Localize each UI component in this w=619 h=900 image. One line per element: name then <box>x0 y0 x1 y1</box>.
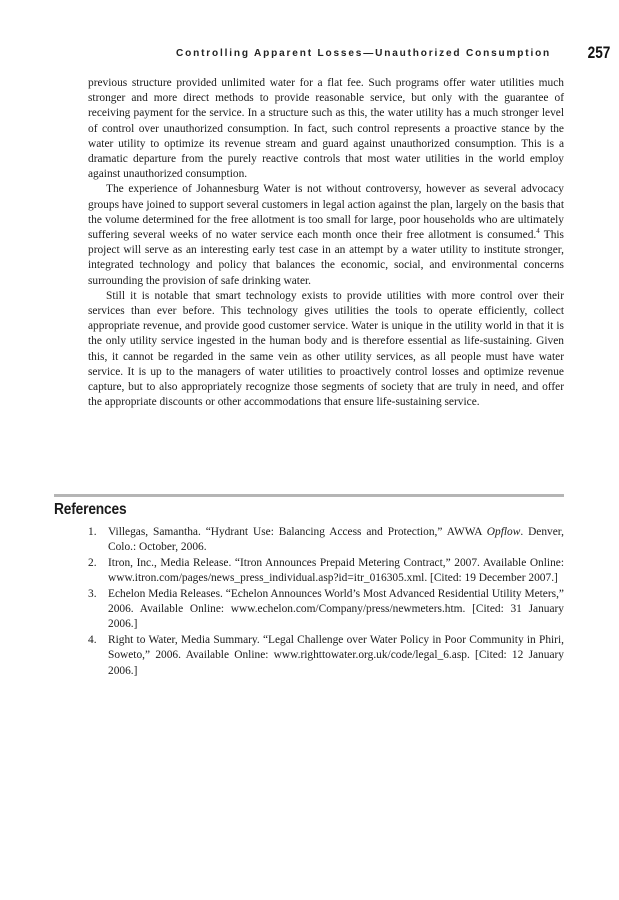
paragraph-1: previous structure provided unlimited water for a flat fee. Such programs offer water utilities much stronger and more direct methods to provide reasonable service, but only with the guarantee of receiving payment for the service. In a structure such as this, the water utility has a much stronger level of control over unauthorized consumption. In fact, such control represents a proactive stance by the water utility to optimize its revenue stream and guard against unauthorized consumption. This is a dramatic departure from the purely reactive controls that most water utilities in the world employ against unauthorized consumption. <box>88 77 564 181</box>
reference-item <box>88 556 564 587</box>
body-text <box>88 76 564 410</box>
paragraph-3: Still it is notable that smart technology exists to provide utilities with more control over their services than ever before. This technology gives utilities the tools to operate efficiently, collect appropriate revenue, and provide good customer service. Water is unique in the utility world in that it is the only utility service ingested in the human body and is therefore essential as life-sustaining. Given this, it cannot be regarded in the same vein as other utility services, as all people must have water service. It is up to the managers of water utilities to proactively control losses and optimize revenue capture, but to also appropriately recognize those segments of society that are truly in need, and offer the appropriate discounts or other accommodations that ensure life-sustaining service. <box>88 289 564 409</box>
references-heading: References <box>54 501 127 518</box>
reference-item <box>88 525 564 556</box>
paragraph-2-part-a: The experience of Johannesburg Water is not without controversy, however as several advocacy groups have joined to support several customers in legal action against the plan, largely on the basis that the volume determined for the free allotment is too small for large, poor households who are ultimately suffering several weeks of no water service each month once their free allotment is consumed. <box>88 183 564 242</box>
references-list <box>88 525 564 679</box>
paragraph-2 <box>88 182 564 288</box>
footnote-marker: 4 <box>536 227 540 236</box>
reference-text: Itron, Inc., Media Release. “Itron Announces Prepaid Metering Contract,” 2007. Available Online: www.itron.com/pages/news_press_individual.asp?id=itr_016305.xml. [Cited: 19 December 2007.] <box>108 556 564 585</box>
reference-text: Villegas, Samantha. “Hydrant Use: Balancing Access and Protection,” AWWA <box>108 526 487 538</box>
reference-number: 1. <box>88 526 97 538</box>
reference-text: Right to Water, Media Summary. “Legal Challenge over Water Policy in Poor Community in Phiri, Soweto,” 2006. Available Online: www.righttowater.org.uk/code/legal_6.asp. [Cited: 12 January 2006.] <box>108 633 564 677</box>
reference-text: Echelon Media Releases. “Echelon Announces World’s Most Advanced Residential Utility Meters,” 2006. Available Online: www.echelon.com/Company/press/newmeters.htm. [Cited: 31 January 2006.] <box>108 587 564 631</box>
running-head: Controlling Apparent Losses—Unauthorized Consumption <box>176 47 552 59</box>
page-header <box>60 44 610 66</box>
paragraph-2-part-b: This project will serve as an interesting early test case in an attempt by a water utility to institute stronger, integrated technology and policy that balances the economic, social, and environmental concerns surrounding the provision of safe drinking water. <box>88 229 564 287</box>
reference-item <box>88 587 564 633</box>
page-number: 257 <box>587 43 610 62</box>
section-divider <box>54 494 564 497</box>
reference-number: 2. <box>88 556 97 569</box>
reference-number: 3. <box>88 587 97 600</box>
reference-item <box>88 633 564 679</box>
reference-text-end: . Denver, Colo.: October, 2006. <box>108 526 564 554</box>
reference-publication: Opflow <box>486 526 521 538</box>
reference-number: 4. <box>88 633 97 646</box>
